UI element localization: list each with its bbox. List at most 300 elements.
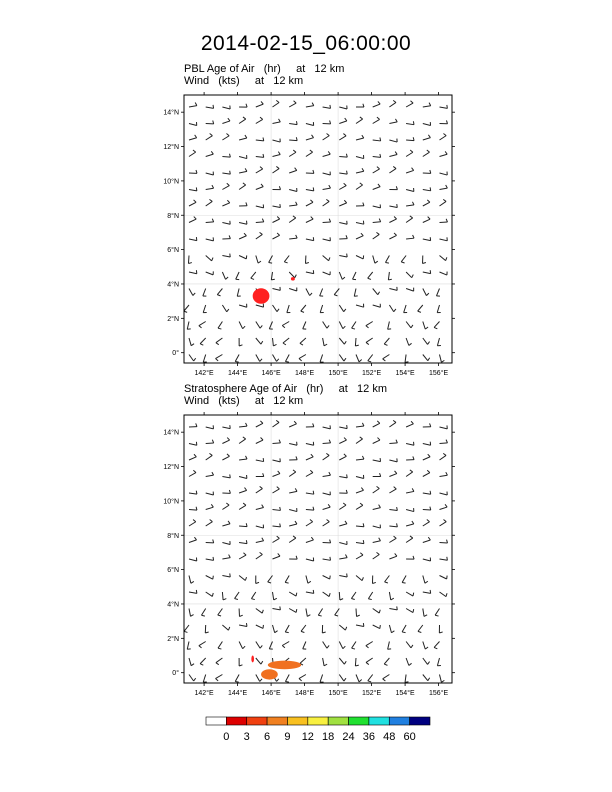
wind-barb xyxy=(236,272,239,280)
wind-barb xyxy=(273,553,280,559)
wind-barb xyxy=(406,556,414,559)
colorbar-label: 48 xyxy=(383,731,396,743)
wind-barb xyxy=(206,199,213,206)
wind-barb xyxy=(356,233,363,239)
wind-barb xyxy=(239,423,247,427)
wind-barb xyxy=(206,172,214,175)
wind-barb xyxy=(256,675,262,682)
wind-barb xyxy=(235,592,240,600)
wind-barb xyxy=(289,592,297,596)
x-tick-label: 156°E xyxy=(429,370,449,377)
wind-barb xyxy=(283,338,289,345)
wind-barb xyxy=(301,625,306,632)
wind-barb xyxy=(339,474,347,477)
wind-barb xyxy=(323,219,331,223)
wind-barb xyxy=(423,423,431,427)
wind-barb xyxy=(239,642,245,649)
wind-barb xyxy=(256,486,263,493)
wind-barb xyxy=(423,187,431,190)
wind-barb xyxy=(222,105,230,108)
wind-barb xyxy=(239,488,247,493)
wind-barb xyxy=(406,470,413,477)
wind-barb xyxy=(440,272,448,275)
wind-barb xyxy=(206,133,213,140)
wind-barb xyxy=(366,642,373,648)
wind-barb xyxy=(423,355,430,361)
wind-barb xyxy=(289,456,297,460)
wind-barb xyxy=(323,453,330,460)
x-tick-label: 146°E xyxy=(261,690,281,697)
wind-barb xyxy=(189,338,194,346)
wind-barb xyxy=(434,642,439,649)
wind-barb xyxy=(339,200,346,206)
wind-barb xyxy=(323,492,331,495)
wind-barb xyxy=(222,134,229,140)
wind-barb xyxy=(239,104,247,107)
wind-barb xyxy=(356,523,364,526)
wind-barb xyxy=(423,217,430,223)
wind-barb xyxy=(203,289,206,297)
wind-barb xyxy=(251,272,256,279)
wind-barb xyxy=(373,421,380,427)
panel1-title-line2: Wind (kts) at 12 km xyxy=(184,75,304,87)
wind-barb xyxy=(423,470,430,476)
wind-barb xyxy=(440,440,448,444)
wind-barb xyxy=(306,537,314,542)
wind-barb xyxy=(189,507,197,510)
wind-barb xyxy=(406,150,413,156)
pbl-age-of-air-map xyxy=(163,92,455,377)
colorbar-label: 24 xyxy=(342,731,355,743)
wind-barb xyxy=(216,658,222,665)
wind-barb xyxy=(440,675,445,683)
wind-barb xyxy=(368,592,372,600)
colorbar-segment xyxy=(410,717,430,725)
wind-barb xyxy=(285,355,289,363)
x-tick-label: 144°E xyxy=(228,690,248,697)
wind-barb xyxy=(306,442,314,445)
wind-barb xyxy=(239,168,247,173)
x-tick-label: 156°E xyxy=(429,690,449,697)
wind-barb xyxy=(323,425,331,428)
wind-barb xyxy=(418,305,423,312)
wind-barb xyxy=(423,675,430,681)
wind-barb xyxy=(239,553,246,559)
wind-barb xyxy=(440,472,448,476)
wind-barb xyxy=(256,184,263,190)
wind-barb xyxy=(273,139,281,142)
wind-barb xyxy=(256,609,264,614)
wind-barb xyxy=(440,237,448,240)
wind-barb xyxy=(189,103,197,107)
wind-barb xyxy=(423,103,431,107)
wind-barb xyxy=(273,606,281,609)
wind-barb xyxy=(323,642,330,649)
wind-barb xyxy=(306,423,314,427)
wind-barb xyxy=(389,186,397,189)
wind-barb xyxy=(300,338,306,345)
wind-barb xyxy=(289,508,297,511)
colorbar-segment xyxy=(328,717,348,725)
wind-barb xyxy=(373,458,381,461)
wind-barb xyxy=(423,537,431,542)
wind-barb xyxy=(318,609,322,617)
wind-barb xyxy=(339,355,346,362)
wind-barb xyxy=(385,576,390,583)
wind-barb xyxy=(440,256,447,261)
wind-barb xyxy=(356,475,364,478)
wind-barb xyxy=(368,675,373,682)
wind-barb xyxy=(239,233,246,239)
wind-barb xyxy=(251,592,255,600)
wind-barb xyxy=(440,219,448,223)
y-tick-label: 0° xyxy=(172,670,179,678)
wind-barb xyxy=(339,425,347,428)
y-tick-label: 12°N xyxy=(163,144,179,152)
wind-barb xyxy=(273,523,281,526)
wind-barb xyxy=(339,541,347,544)
wind-barb xyxy=(406,536,413,543)
wind-barb xyxy=(354,289,357,297)
wind-barb xyxy=(273,355,279,362)
wind-barb xyxy=(356,168,364,173)
wind-barb xyxy=(256,458,264,461)
wind-barb xyxy=(206,504,214,509)
colorbar-segment xyxy=(369,717,389,725)
wind-barb xyxy=(423,289,429,296)
wind-barb xyxy=(306,122,314,125)
wind-barb xyxy=(320,305,323,313)
wind-barb xyxy=(356,104,364,107)
wind-barb xyxy=(189,135,197,140)
wind-barb xyxy=(206,105,214,108)
wind-barb xyxy=(440,520,447,526)
wind-barb xyxy=(389,592,393,600)
wind-barb xyxy=(303,322,306,330)
wind-barb xyxy=(389,119,397,124)
wind-barb xyxy=(256,576,259,584)
wind-barb xyxy=(299,675,306,681)
wind-barb xyxy=(389,287,397,290)
main-title: 2014-02-15_06:00:00 xyxy=(200,32,412,55)
wind-barb xyxy=(323,658,328,666)
panel2-title-line1: Stratosphere Age of Air (hr) at 12 km xyxy=(184,383,387,395)
wind-barb xyxy=(389,216,396,222)
wind-barb xyxy=(273,100,280,107)
x-tick-label: 152°E xyxy=(362,690,382,697)
panel1-title-line1: PBL Age of Air (hr) at 12 km xyxy=(184,63,345,75)
wind-barb xyxy=(356,623,364,626)
wind-barb xyxy=(289,235,297,239)
wind-barb xyxy=(406,322,413,328)
wind-barb xyxy=(356,609,360,617)
wind-barb xyxy=(323,256,330,261)
wind-barb xyxy=(389,204,397,207)
wind-barb xyxy=(356,488,364,493)
wind-barb xyxy=(404,305,407,313)
wind-barb xyxy=(389,507,397,510)
wind-barb xyxy=(235,675,239,683)
wind-barb xyxy=(273,204,281,207)
wind-barb xyxy=(189,675,196,682)
wind-barb xyxy=(306,135,314,140)
wind-barb xyxy=(289,421,296,427)
wind-barb xyxy=(406,338,411,346)
wind-barb xyxy=(335,609,340,617)
wind-barb xyxy=(284,256,289,263)
wind-barb xyxy=(289,188,297,191)
y-tick-label: 4°N xyxy=(167,281,179,289)
wind-barb xyxy=(273,625,278,633)
wind-barb xyxy=(323,540,331,543)
wind-barb xyxy=(373,525,381,528)
wind-barb xyxy=(352,642,356,650)
wind-barb xyxy=(339,658,346,664)
wind-barb xyxy=(273,487,280,493)
wind-barb xyxy=(423,442,431,445)
wind-barb xyxy=(373,304,381,307)
wind-barb xyxy=(206,219,214,223)
colorbar-segment xyxy=(287,717,307,725)
wind-barb xyxy=(256,322,263,329)
wind-barb xyxy=(423,237,431,240)
wind-barb xyxy=(203,305,206,313)
wind-barb xyxy=(189,470,196,476)
wind-barb xyxy=(323,120,331,123)
wind-barb xyxy=(402,576,406,584)
y-tick-label: 14°N xyxy=(163,109,179,117)
wind-barb xyxy=(189,537,197,542)
wind-barb xyxy=(356,540,364,543)
wind-barb xyxy=(206,185,214,189)
wind-barb xyxy=(339,438,346,444)
wind-barb xyxy=(389,152,397,157)
wind-barb xyxy=(184,625,189,632)
wind-barb xyxy=(423,270,431,273)
wind-barb xyxy=(256,256,261,264)
colorbar-label: 9 xyxy=(284,731,291,743)
wind-barb xyxy=(366,338,373,345)
wind-barb xyxy=(239,609,243,617)
wind-barb xyxy=(406,658,411,666)
wind-barb xyxy=(189,122,197,125)
wind-barb xyxy=(206,256,213,261)
wind-barb xyxy=(239,183,246,190)
wind-barb xyxy=(406,202,414,206)
x-tick-label: 142°E xyxy=(194,370,214,377)
colorbar-label: 18 xyxy=(322,731,335,743)
wind-barb xyxy=(440,199,447,206)
wind-barb xyxy=(368,272,373,279)
wind-barb xyxy=(423,122,431,125)
map-frame xyxy=(184,415,452,683)
wind-barb xyxy=(373,204,381,207)
wind-barb xyxy=(334,289,339,296)
wind-barb xyxy=(339,171,347,174)
wind-barb xyxy=(206,592,214,596)
wind-barb xyxy=(339,221,347,224)
wind-barb xyxy=(389,440,397,444)
wind-barb xyxy=(189,658,194,666)
wind-barb xyxy=(339,521,347,526)
wind-barb xyxy=(406,216,413,223)
wind-barb xyxy=(306,491,314,494)
wind-barb xyxy=(353,272,356,280)
wind-barb xyxy=(440,151,448,156)
wind-barb xyxy=(285,675,289,683)
wind-barb xyxy=(389,139,397,142)
wind-barb xyxy=(256,101,263,107)
y-tick-label: 10°N xyxy=(163,178,179,186)
wind-barb xyxy=(222,171,230,174)
wind-barb xyxy=(306,217,313,223)
map-frame xyxy=(184,95,452,363)
wind-barb xyxy=(218,322,222,330)
wind-barb xyxy=(385,256,389,264)
wind-barb xyxy=(423,520,430,526)
wind-barb xyxy=(205,625,208,633)
wind-barb xyxy=(256,355,262,362)
wind-barb xyxy=(320,355,323,363)
wind-barb xyxy=(289,521,297,526)
wind-barb xyxy=(406,456,414,460)
wind-barb xyxy=(339,105,347,108)
wind-barb xyxy=(239,155,247,158)
wind-barb xyxy=(306,557,314,560)
wind-barb xyxy=(222,235,230,239)
wind-barb xyxy=(389,625,394,633)
wind-barb xyxy=(206,271,214,274)
wind-barb xyxy=(239,338,242,346)
wind-barb xyxy=(273,592,277,600)
colorbar-label: 3 xyxy=(243,731,250,743)
colorbar-segment xyxy=(267,717,287,725)
wind-barb xyxy=(323,338,328,346)
wind-barb xyxy=(239,658,242,666)
wind-barb xyxy=(373,473,381,476)
wind-barb xyxy=(406,101,413,107)
wind-barb xyxy=(218,609,223,617)
wind-barb xyxy=(356,355,362,362)
x-tick-label: 142°E xyxy=(194,690,214,697)
wind-barb xyxy=(373,505,381,510)
wind-barb xyxy=(389,100,396,107)
wind-barb xyxy=(256,117,263,123)
wind-barb xyxy=(222,573,230,576)
wind-barb xyxy=(222,454,229,460)
wind-barb xyxy=(273,217,280,223)
wind-barb xyxy=(273,420,280,427)
wind-barb xyxy=(368,355,373,362)
wind-barb xyxy=(323,151,331,156)
wind-barb xyxy=(217,289,222,296)
wind-barb xyxy=(289,442,297,445)
wind-barb xyxy=(339,642,345,649)
wind-barb xyxy=(273,186,281,189)
y-tick-label: 8°N xyxy=(167,532,179,540)
wind-barb xyxy=(256,625,264,628)
wind-barb xyxy=(239,255,247,258)
wind-barb xyxy=(373,184,380,190)
wind-barb xyxy=(389,471,396,477)
wind-barb xyxy=(285,625,289,633)
y-tick-label: 0° xyxy=(172,350,179,358)
y-tick-label: 8°N xyxy=(167,212,179,220)
wind-barb xyxy=(273,440,281,444)
wind-barb xyxy=(440,133,447,140)
wind-barb xyxy=(289,556,297,559)
wind-barb xyxy=(356,155,364,158)
wind-barb xyxy=(437,658,440,666)
wind-barb xyxy=(256,219,264,223)
wind-barb xyxy=(406,168,414,173)
wind-barb xyxy=(239,202,247,206)
wind-barb xyxy=(372,576,375,584)
wind-barb xyxy=(339,154,347,157)
wind-barb xyxy=(256,552,263,559)
wind-barb xyxy=(206,472,214,476)
x-tick-label: 152°E xyxy=(362,370,382,377)
wind-barb xyxy=(306,170,314,173)
wind-barb xyxy=(418,625,423,632)
wind-barb xyxy=(373,219,381,223)
wind-barb xyxy=(306,237,314,240)
wind-barb xyxy=(402,625,406,633)
age-of-air-contour xyxy=(268,661,302,670)
wind-barb xyxy=(256,304,264,307)
wind-barb xyxy=(268,576,273,583)
panel2-title-line2: Wind (kts) at 12 km xyxy=(184,395,304,407)
x-tick-label: 146°E xyxy=(261,370,281,377)
wind-barb xyxy=(306,200,313,206)
wind-barb xyxy=(200,338,206,345)
wind-barb xyxy=(282,642,289,648)
wind-barb xyxy=(199,642,206,648)
wind-barb xyxy=(423,256,426,264)
wind-barb xyxy=(289,202,297,206)
wind-barb xyxy=(273,507,281,510)
wind-barb xyxy=(215,675,222,681)
wind-barb xyxy=(440,105,448,108)
wind-barb xyxy=(323,105,331,108)
wind-barb xyxy=(306,150,313,157)
wind-barb xyxy=(373,438,380,444)
wind-barb xyxy=(189,217,196,223)
wind-barb xyxy=(282,322,289,328)
wind-barb xyxy=(339,574,347,577)
wind-barb xyxy=(423,454,430,460)
wind-barb xyxy=(339,338,346,344)
wind-barb xyxy=(366,322,373,328)
x-tick-label: 148°E xyxy=(295,690,315,697)
wind-barb xyxy=(299,355,306,361)
wind-barb xyxy=(383,675,390,681)
colorbar-label: 12 xyxy=(301,731,314,743)
wind-barb xyxy=(239,304,247,307)
wind-barb xyxy=(303,642,306,650)
wind-barb xyxy=(434,322,439,329)
wind-barb xyxy=(256,438,263,444)
wind-barb xyxy=(273,338,277,346)
wind-barb xyxy=(285,576,289,584)
wind-barb xyxy=(256,421,263,427)
wind-barb xyxy=(271,272,274,280)
wind-barb xyxy=(235,355,239,363)
colorbar-segment xyxy=(349,717,369,725)
y-tick-label: 2°N xyxy=(167,315,179,323)
wind-barb xyxy=(373,289,380,295)
wind-barb xyxy=(222,200,229,206)
